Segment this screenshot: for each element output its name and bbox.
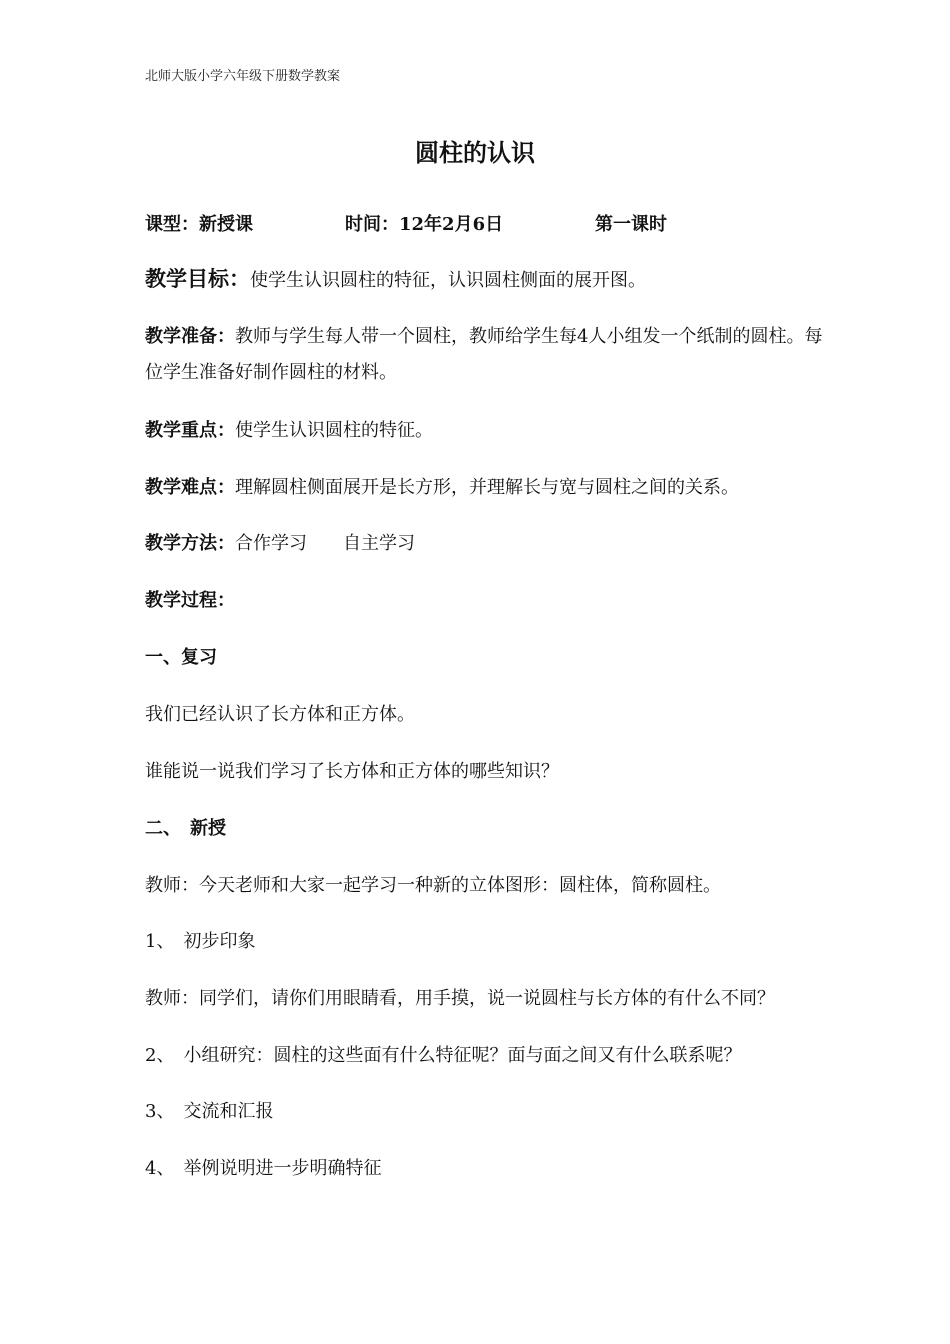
section2-item: 4、 举例说明进一步明确特征 (145, 1158, 382, 1179)
method-label: 教学方法： (145, 533, 235, 554)
page-title: 圆柱的认识 (415, 138, 535, 167)
preparation-paragraph (145, 319, 825, 391)
difficulty-text: 理解圆柱侧面展开是长方形，并理解长与宽与圆柱之间的关系。 (235, 477, 739, 498)
section1-line: 谁能说一说我们学习了长方体和正方体的哪些知识？ (145, 761, 559, 782)
difficulty-line (145, 477, 739, 499)
preparation-label: 教学准备： (145, 326, 235, 347)
page-header: 北师大版小学六年级下册数学教案 (145, 69, 341, 84)
preparation-text: 教师与学生每人带一个圆柱，教师给学生每4人小组发一个纸制的圆柱。每位学生准备好制作圆柱的材料。 (145, 326, 823, 383)
objective-label: 教学目标： (145, 266, 250, 291)
method-text: 合作学习 自主学习 (235, 533, 415, 554)
lesson-time: 时间：12年2月6日 (345, 214, 504, 235)
objective-text: 使学生认识圆柱的特征，认识圆柱侧面的展开图。 (250, 270, 646, 291)
lesson-period: 第一课时 (595, 214, 667, 235)
section2-item: 2、 小组研究：圆柱的这些面有什么特征呢？面与面之间又有什么联系呢？ (145, 1045, 742, 1066)
method-line (145, 533, 415, 555)
section1-line: 我们已经认识了长方体和正方体。 (145, 704, 415, 725)
section2-item: 1、 初步印象 (145, 931, 256, 952)
process-label: 教学过程： (145, 590, 235, 611)
lesson-type: 课型：新授课 (145, 214, 253, 235)
section2-heading: 二、 新授 (145, 818, 226, 839)
section2-item: 3、 交流和汇报 (145, 1101, 274, 1122)
key-point-text: 使学生认识圆柱的特征。 (235, 420, 433, 441)
key-point-label: 教学重点： (145, 420, 235, 441)
difficulty-label: 教学难点： (145, 477, 235, 498)
section2-intro: 教师：今天老师和大家一起学习一种新的立体图形：圆柱体，简称圆柱。 (145, 875, 721, 896)
section2-item: 教师：同学们，请你们用眼睛看，用手摸，说一说圆柱与长方体的有什么不同？ (145, 988, 775, 1009)
key-point-line (145, 420, 433, 442)
section1-heading: 一、复习 (145, 647, 217, 668)
objective-line (145, 268, 646, 292)
